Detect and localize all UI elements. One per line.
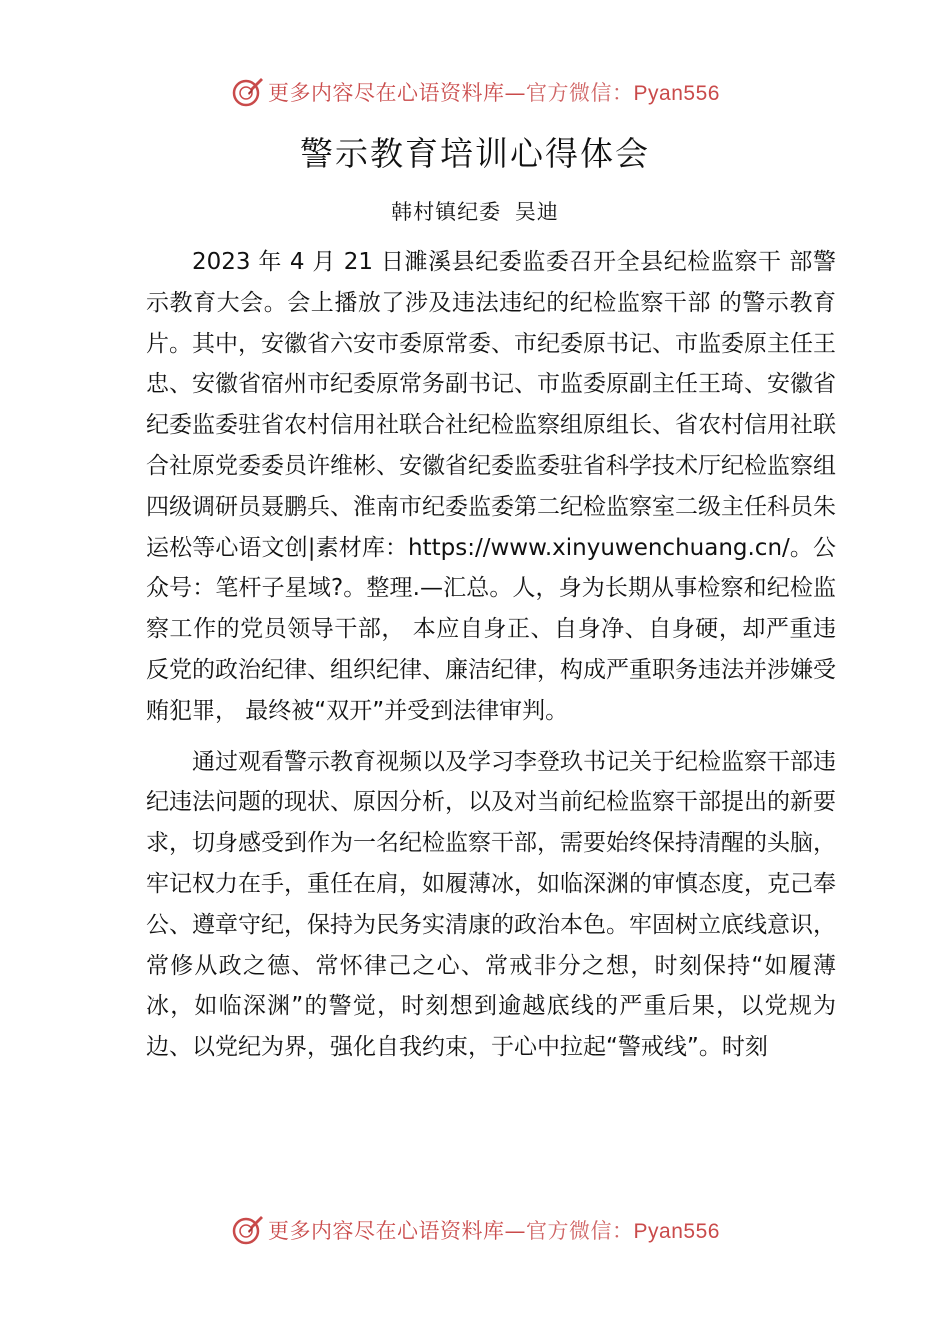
watermark-dash: — bbox=[504, 81, 527, 105]
watermark-text bbox=[268, 1215, 720, 1245]
paragraph-1: 2023 年 4 月 21 日濉溪县纪委监委召开全县纪检监察干 部警示教育大会。会上播放了涉及违法违纪的纪检监察干部 的警示教育片。其中，安徽省六安市委原常委、市纪委原书记、市监委原主任王忠、安徽省宿州市纪委原常务副书记、市监委原副主任王琦、安徽省纪委监委驻省农村信用社联合社纪检监察组原组长、省农村信用社联合社原党委委员许维彬、安徽省纪委监委驻省科学技术厅纪检监察组四级调研员聂鹏兵、淮南市纪委监委第二纪检监察室二级主任科员朱运松等心语文创|素材库：https://www.xinyuwenchuang.cn/。公众号：笔杆子星域?。整理.—汇总。人，身为长期从事检察和纪检监察工作的党员领导干部， 本应自身正、自身净、自身硬，却严重违反党的政治纪律、组织纪律、廉洁纪律，构成严重职务违法并涉嫌受贿犯罪， 最终被“双开”并受到法律审判。 bbox=[146, 249, 836, 724]
watermark-header bbox=[0, 70, 950, 114]
paragraph-2: 通过观看警示教育视频以及学习李登玖书记关于纪检监察干部违纪违法问题的现状、原因分析，以及对当前纪检监察干部提出的新要求，切身感受到作为一名纪检监察干部，需要始终保持清醒的头脑，牢记权力在手，重任在肩，如履薄冰，如临深渊的审慎态度，克己奉公、遵章守纪，保持为民务实清康的政治本色。牢固树立底线意识，常修从政之德、常怀律己之心、常戒非分之想，时刻保持“如履薄冰，如临深渊”的警觉，时刻想到逾越底线的严重后果，以党规为边、以党纪为界，强化自我约束，于心中拉起“警戒线”。时刻 bbox=[146, 748, 836, 1061]
watermark-wechat-id: Pyan556 bbox=[633, 82, 720, 105]
document-author: 韩村镇纪委 吴迪 bbox=[391, 200, 559, 224]
document-body bbox=[146, 242, 836, 1068]
watermark-brand: 更多内容尽在心语资料库 bbox=[268, 81, 505, 105]
watermark-brand: 更多内容尽在心语资料库 bbox=[268, 1219, 505, 1243]
watermark-wechat-id: Pyan556 bbox=[633, 1220, 720, 1243]
pen-nib-circle-icon bbox=[230, 1213, 264, 1247]
watermark-official: 官方微信： bbox=[526, 1219, 634, 1243]
watermark-official: 官方微信： bbox=[526, 81, 634, 105]
watermark-text bbox=[268, 77, 720, 107]
watermark-dash: — bbox=[504, 1219, 527, 1243]
watermark-footer bbox=[0, 1208, 950, 1252]
pen-nib-circle-icon bbox=[230, 75, 264, 109]
document-title: 警示教育培训心得体会 bbox=[300, 134, 650, 173]
